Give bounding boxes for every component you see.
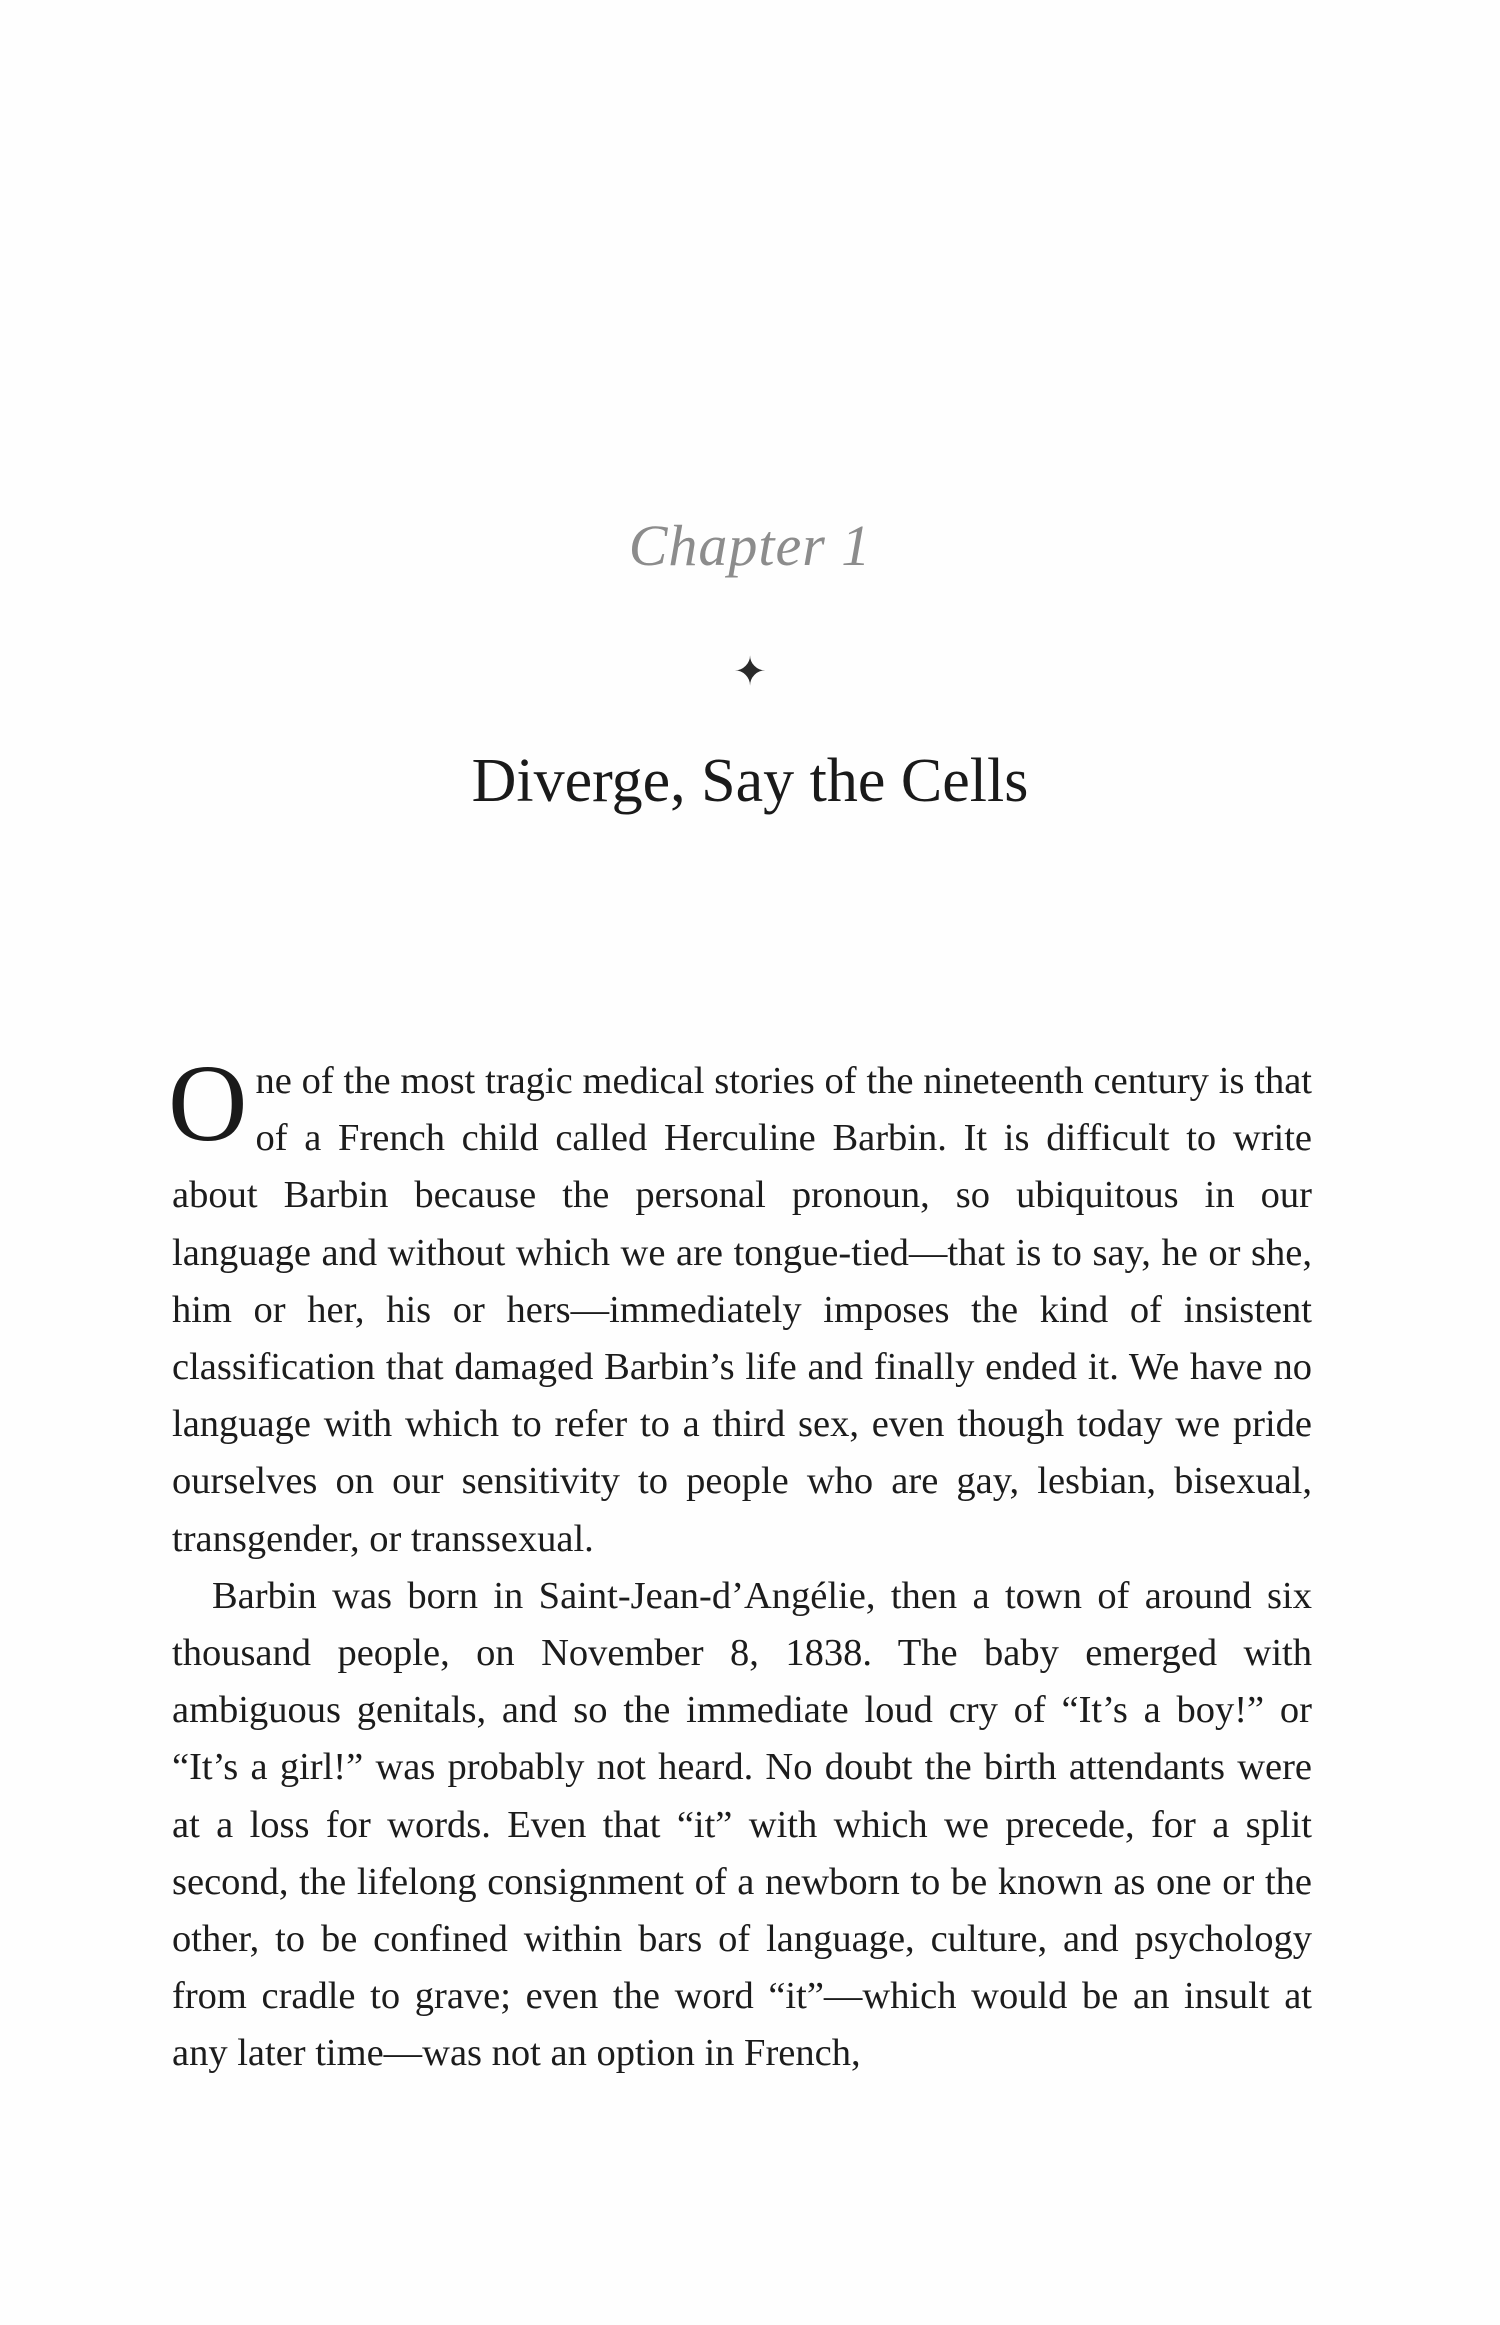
ornament-star-icon: ✦ xyxy=(733,649,767,694)
paragraph-2: Barbin was born in Saint-Jean-d’Angélie, then a town of around six thousand people, on November 8, 1838. The baby emerged with ambiguous genitals, and so the immediate loud cry of “It’s a boy!” or “It’s a girl!” was probably not heard. No doubt the birth attendants were at a loss for words. Even that “it” with which we precede, for a split second, the lifelong consignment of a newborn to be known as one or the other, to be confined within bars of language, culture, and psychology from cradle to grave; even the word “it”—which would be an insult at any later time—was not an option in French, xyxy=(172,1574,1312,2075)
drop-cap: O xyxy=(168,1042,248,1164)
paragraph-1 xyxy=(168,1042,1312,1568)
paragraph-1-text: ne of the most tragic medical stories of the nineteenth century is that of a French child called Herculine Barbin. It is difficult to write about Barbin because the personal pronoun, so ubiquitous in our language and without which we are tongue-tied—that is to say, he or she, him or her, his or hers—immediately imposes the kind of insistent classification that damaged Barbin’s life and finally ended it. We have no language with which to refer to a third sex, even though today we pride ourselves on our sensitivity to people who are gay, lesbian, bisexual, transgender, or transsexual. xyxy=(172,1060,1312,1560)
chapter-label: Chapter 1 xyxy=(628,513,872,578)
body-text xyxy=(168,1042,1312,2083)
chapter-title: Diverge, Say the Cells xyxy=(471,747,1029,815)
